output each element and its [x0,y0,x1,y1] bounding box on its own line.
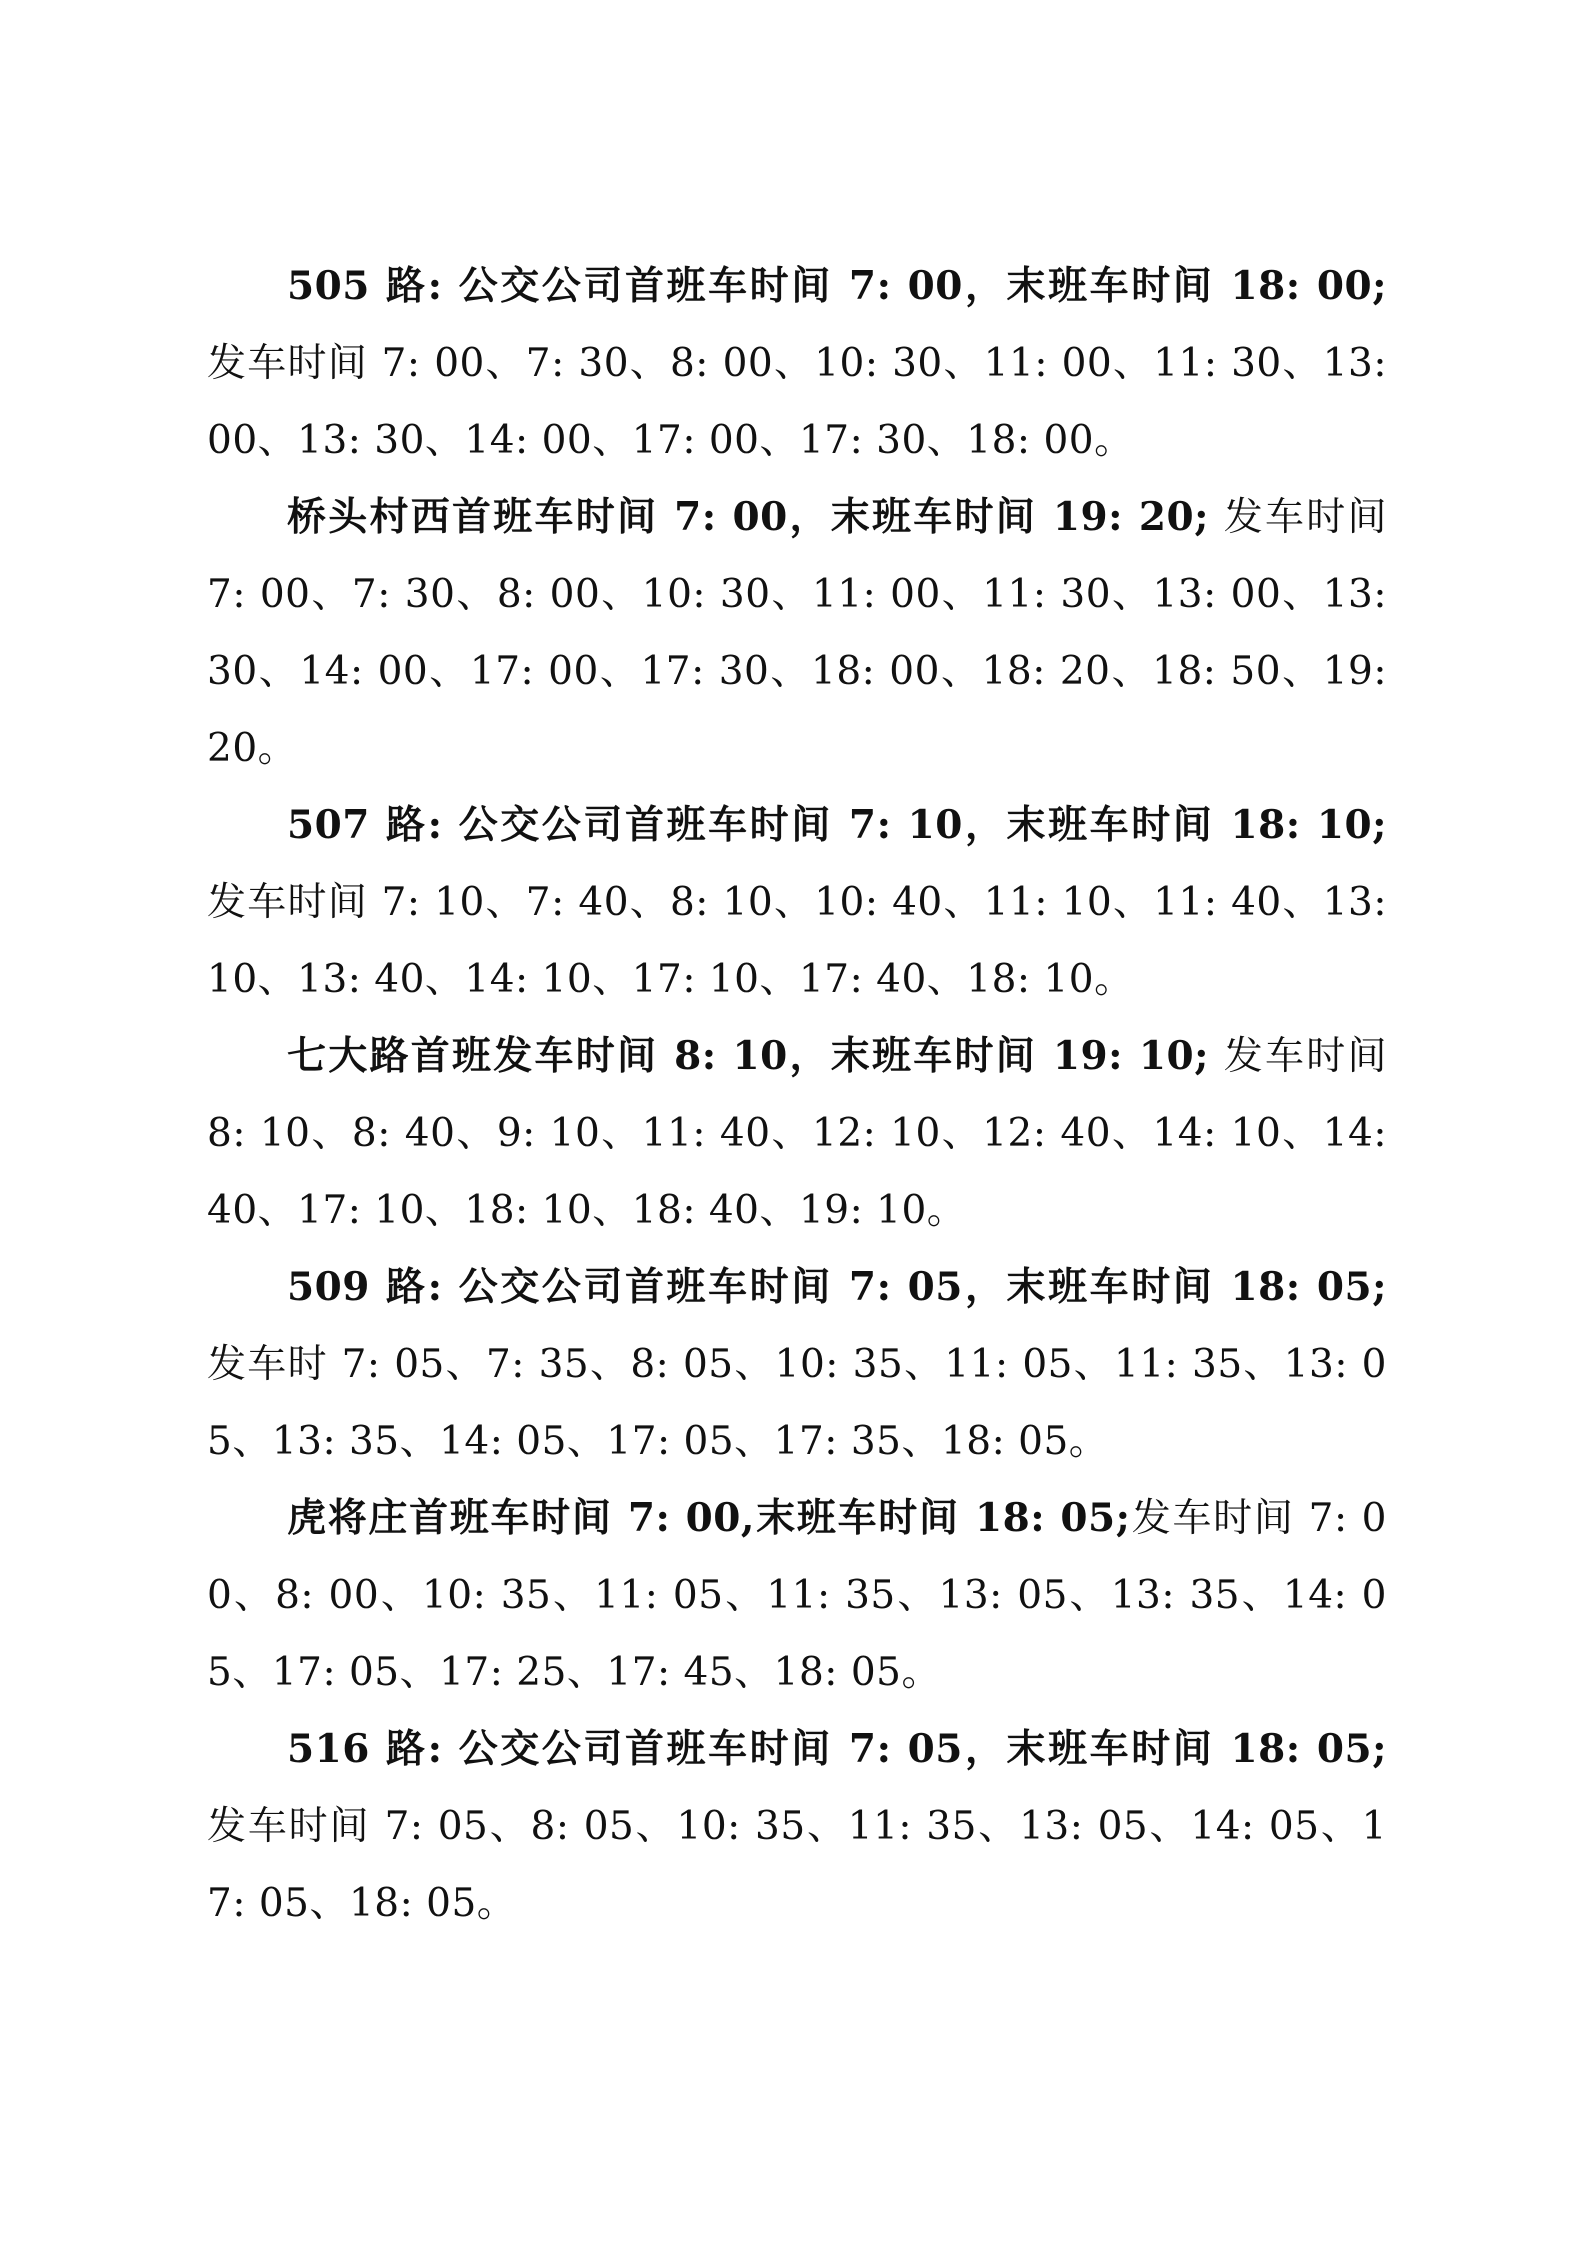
route-qidalu-lead: 七大路首班发车时间 8: 10，末班车时间 19: 10; [287,1033,1210,1079]
route-qidalu-times: 发车时间 8: 10、8: 40、9: 10、11: 40、12: 10、12: 40、14: 10、14: 40、17: 10、18: 10、18: 40、19: 10。 [207,1034,1387,1233]
route-qiaotoucunxi-lead: 桥头村西首班车时间 7: 00，末班车时间 19: 20; [287,494,1210,540]
route-509-paragraph [207,1249,1387,1480]
route-hujiangzhuang-paragraph [207,1480,1387,1711]
route-507-lead: 507 路: 公交公司首班车时间 7: 10，末班车时间 18: 10; [287,802,1387,848]
route-516-paragraph [207,1711,1387,1942]
route-505-paragraph [207,248,1387,479]
route-qidalu-paragraph [207,1018,1387,1249]
route-hujiangzhuang-times: 发车时间 7: 00、8: 00、10: 35、11: 05、11: 35、13: 05、13: 35、14: 05、17: 05、17: 25、17: 45、18: 05。 [207,1496,1387,1695]
route-516-times: 发车时间 7: 05、8: 05、10: 35、11: 35、13: 05、14: 05、17: 05、18: 05。 [207,1804,1387,1926]
route-505-times: 发车时间 7: 00、7: 30、8: 00、10: 30、11: 00、11: 30、13: 00、13: 30、14: 00、17: 00、17: 30、18: 00。 [207,341,1387,463]
route-507-times: 发车时间 7: 10、7: 40、8: 10、10: 40、11: 10、11: 40、13: 10、13: 40、14: 10、17: 10、17: 40、18: 10。 [207,880,1387,1002]
schedule-body [207,248,1387,1942]
route-505-lead: 505 路: 公交公司首班车时间 7: 00，末班车时间 18: 00; [287,263,1387,309]
route-516-lead: 516 路: 公交公司首班车时间 7: 05，末班车时间 18: 05; [287,1726,1387,1772]
route-qiaotoucunxi-times: 发车时间 7: 00、7: 30、8: 00、10: 30、11: 00、11: 30、13: 00、13: 30、14: 00、17: 00、17: 30、18: 00、18: 20、18: 50、19: 20。 [207,495,1387,771]
route-507-paragraph [207,787,1387,1018]
route-509-lead: 509 路: 公交公司首班车时间 7: 05，末班车时间 18: 05; [287,1264,1387,1310]
route-hujiangzhuang-lead: 虎将庄首班车时间 7: 00,末班车时间 18: 05; [287,1495,1131,1541]
route-qiaotoucunxi-paragraph [207,479,1387,787]
route-509-times: 发车时 7: 05、7: 35、8: 05、10: 35、11: 05、11: 35、13: 05、13: 35、14: 05、17: 05、17: 35、18: 05。 [207,1342,1387,1464]
